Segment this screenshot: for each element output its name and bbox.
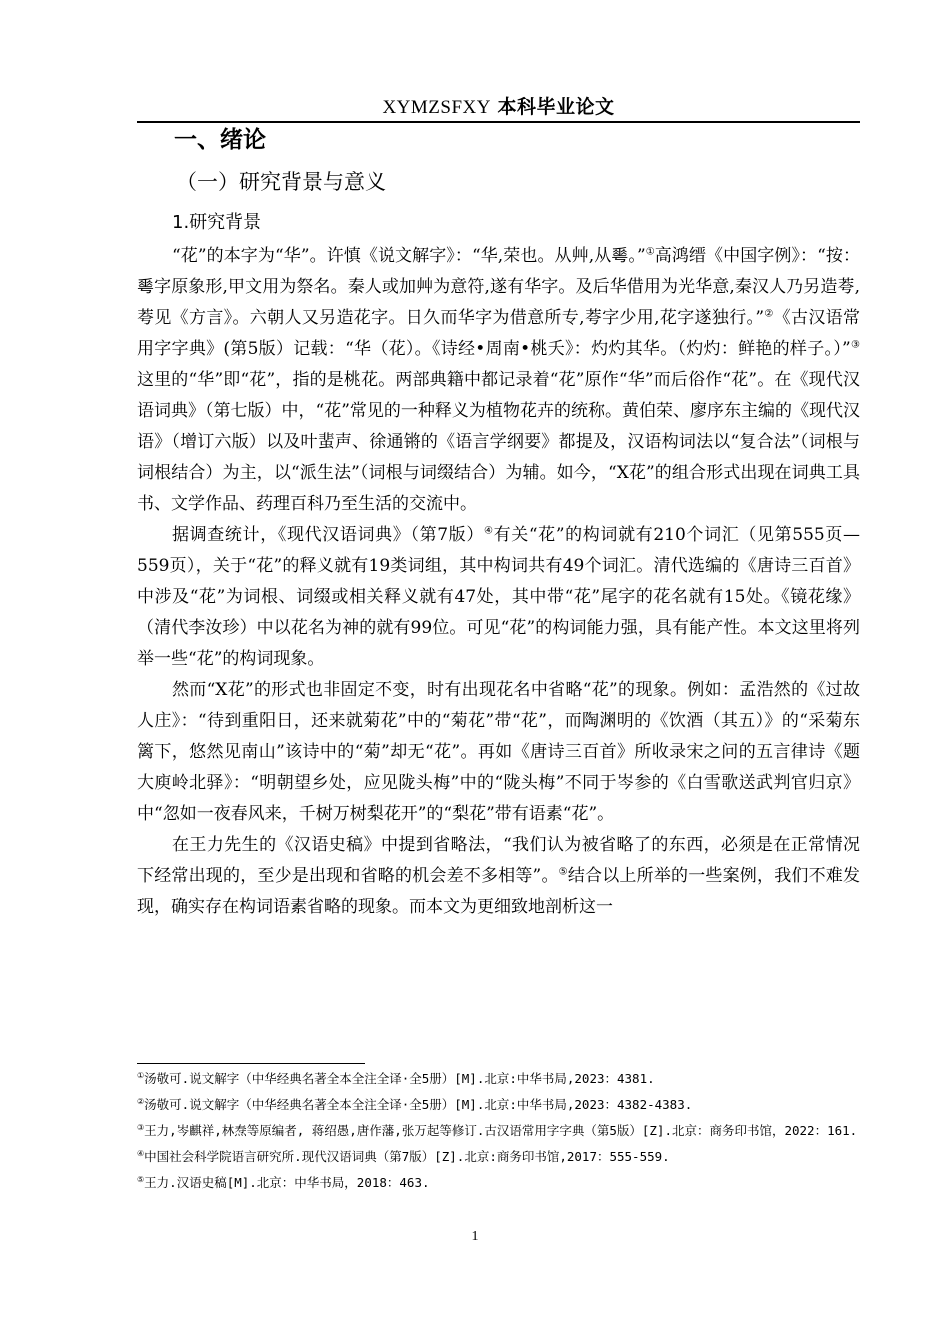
body-text	[137, 241, 860, 923]
footnote-ref: ⑤	[558, 866, 568, 878]
paragraph-text: “花”的本字为“华”。许慎《说文解字》：“华,荣也。从艸,从𠌶。”	[172, 246, 646, 266]
footnote	[137, 1068, 860, 1090]
paragraph-text: 这里的“华”即“花”，指的是桃花。两部典籍中都记录着“花”原作“华”而后俗作“花”。在《现代汉语词典》（第七版）中，“花”常见的一种释义为植物花卉的统称。黄伯荣、廖序东主编的《现代汉语》（增订六版）以及叶蜚声、徐通锵的《语言学纲要》都提及，汉语构词法以“复合法”（词根与词根结合）为主，以“派生法”（词根与词缀结合）为辅。如今，“X花”的组合形式出现在词典工具书、文学作品、药理百科乃至生活的交流中。	[137, 370, 860, 514]
paragraph	[137, 520, 860, 675]
footnote	[137, 1094, 860, 1116]
footnote-text: 王力,岑麒祥,林焘等原编者, 蒋绍愚,唐作藩,张万起等修订.古汉语常用字字典（第5版）[Z].北京：商务印书馆，2022：161.	[144, 1123, 858, 1138]
paragraph-text: 结合以上所举的一些案例，我们不难发现，确实存在构词语素省略的现象。而本文为更细致地剖析这一	[137, 866, 860, 917]
subsection-heading: 1.研究背景	[172, 212, 262, 233]
footnote	[137, 1146, 860, 1168]
page-number: 1	[471, 1229, 479, 1244]
footnote-mark: ④	[137, 1148, 145, 1158]
footnote-text: 汤敬可.说文解字（中华经典名著全本全注全译·全5册）[M].北京:中华书局,2023：4381.	[144, 1071, 655, 1086]
footnotes	[137, 1068, 860, 1198]
header-code: XYMZSFXY	[382, 97, 491, 118]
footnote-ref: ②	[764, 308, 774, 320]
footnote-ref: ①	[645, 246, 655, 258]
chapter-heading: 一、绪论	[174, 127, 266, 153]
footnote-text: 王力.汉语史稿[M].北京：中华书局，2018：463.	[144, 1175, 430, 1190]
footnote	[137, 1120, 860, 1142]
footnote-mark: ⑤	[137, 1174, 145, 1184]
footnote-ref: ③	[850, 339, 860, 351]
section-heading: （一）研究背景与意义	[176, 170, 386, 194]
paragraph-text: 在王力先生的《汉语史稿》中提到省略法，“我们认为被省略了的东西，必须是在正常情况下经常出现的，至少是出现和省略的机会差不多相等”。	[137, 835, 860, 886]
footnote-mark: ③	[137, 1122, 145, 1132]
paragraph-text: 然而“X花”的形式也非固定不变，时有出现花名中省略“花”的现象。例如：孟浩然的《过故人庄》：“待到重阳日，还来就菊花”中的“菊花”带“花”，而陶渊明的《饮酒（其五）》的“采菊东篱下，悠然见南山”该诗中的“菊”却无“花”。再如《唐诗三百首》所收录宋之问的五言律诗《题大庾岭北驿》：“明朝望乡处，应见陇头梅”中的“陇头梅”不同于岑参的《白雪歌送武判官归京》中“忽如一夜春风来，千树万树梨花开”的“梨花”带有语素“花”。	[137, 680, 860, 824]
paragraph	[137, 830, 860, 923]
paragraph-text: 《古汉语常用字字典》(第5版）记载：“华（花）。《诗经•周南•桃夭》：灼灼其华。（灼灼：鲜艳的样子。）”	[137, 308, 861, 359]
footnote-mark: ②	[137, 1096, 145, 1106]
footnote-ref: ④	[483, 525, 494, 537]
footnote-text: 汤敬可.说文解字（中华经典名著全本全注全译·全5册）[M].北京:中华书局,2023：4382-4383.	[144, 1097, 693, 1112]
footnote-text: 中国社会科学院语言研究所.现代汉语词典（第7版）[Z].北京:商务印书馆,2017：555-559.	[144, 1149, 670, 1164]
header-rule	[137, 121, 860, 123]
header-title: 本科毕业论文	[497, 96, 615, 118]
page-header	[137, 94, 860, 121]
paragraph-text: 据调查统计，《现代汉语词典》（第7版）	[172, 525, 484, 545]
footnote-rule	[137, 1063, 365, 1064]
footnote	[137, 1172, 860, 1194]
paragraph-text: 高鸿缙《中国字例》：“按：𠌶字原象形,甲文用为祭名。秦人或加艸为意符,遂有华字。及后华借用为光华意,秦汉人乃另造荂,荂见《方言》。六朝人又另造花字。日久而华字为借意所专,荂字少用,花字遂独行。”	[137, 246, 860, 328]
paragraph	[137, 241, 860, 520]
paragraph-text: 有关“花”的构词就有210个词汇（见第555页—559页），关于“花”的释义就有19类词组，其中构词共有49个词汇。清代选编的《唐诗三百首》中涉及“花”为词根、词缀或相关释义就有47处，其中带“花”尾字的花名就有15处。《镜花缘》（清代李汝珍）中以花名为神的就有99位。可见“花”的构词能力强，具有能产性。本文这里将列举一些“花”的构词现象。	[137, 525, 860, 669]
footnote-mark: ①	[137, 1070, 145, 1080]
paragraph	[137, 675, 860, 830]
